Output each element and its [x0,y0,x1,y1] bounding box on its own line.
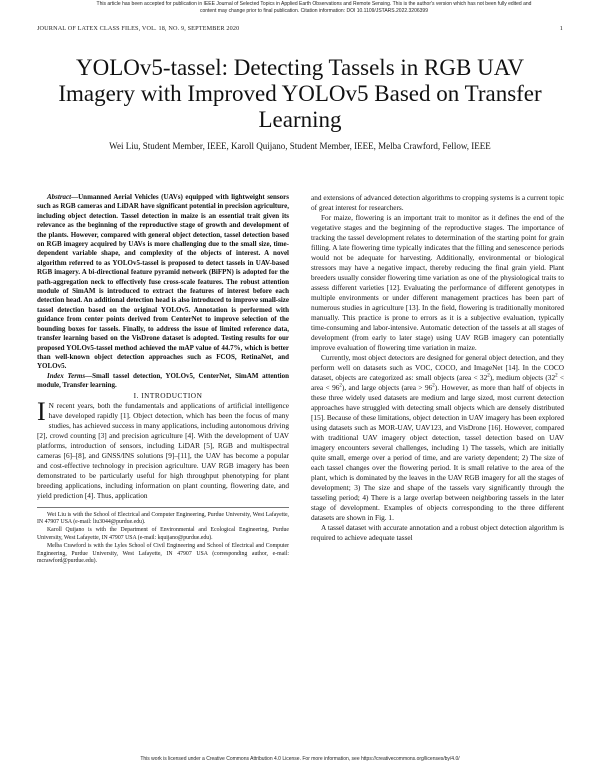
drop-cap: I [37,396,46,426]
index-terms-lead: Index Terms [47,371,86,380]
detectors-text-b: ), medium objects (32 [489,373,556,382]
footnote-melba-crawford: Melba Crawford is with the Lyles School of Civil Engineering and School of Electrical and Computer Engineering, Purdue University, West Lafayette, IN 47907 USA (corresponding author, e-mail: mcrawford@purdue.edu). [37,542,289,565]
superscript-d: 2 [432,383,435,389]
detectors-text-e: ). However, as more than half of objects in these three widely used datasets are medium and large sized, most current detection approaches have struggled with detecting small objects which are densely distributed [15]. Because of these limitations, object detection in UAV imagery has been explored using datasets such as MOR-UAV, UAV123, and VisDrone [16]. However, compared with traditional UAV imagery object detection, tassel detection based on UAV imagery encounters several challenges, including 1) The tassels, which are initially quite small, emerge over a period of time, and are variety dependent; 2) The size of each tassel changes over the flowering period. It is small relative to the area of the plant, which is dominated by the leaves in the UAV RGB imagery for all the stages of development; 3) The size and shape of the tassels vary significantly through the tasseling period; 4) There is a large overlap between neighboring tassels in the later stage of development. Examples of objects corresponding to the three different datasets are shown in Fig. 1. [311,383,564,522]
footnote-wei-liu: Wei Liu is with the School of Electrical and Computer Engineering, Purdue University, West Lafayette, IN 47907 USA (e-mail: liu3044@purdue.edu). [37,511,289,526]
left-column [37,193,289,566]
section-heading-introduction: I. INTRODUCTION [133,390,203,400]
paper-title: YOLOv5-tassel: Detecting Tassels in RGB UAV Imagery with Improved YOLOv5 Based on Transfer Learning [58,55,542,132]
superscript-a: 2 [487,373,490,379]
author-list: Wei Liu, Student Member, IEEE, Karoll Quijano, Student Member, IEEE, Melba Crawford, Fellow, IEEE [109,141,491,151]
detectors-paragraph [311,353,564,523]
flowering-paragraph: For maize, flowering is an important trait to monitor as it defines the end of the vegetative stages and the beginning of the reproductive stages. The importance of tracking the tassel development relates to determination of the starting point for grain filling. A late flowering time typically indicates that the filling and senescence periods would not be adequate for harvesting. Additionally, environmental or biological stressors may have a negative impact, thereby reducing the final grain yield. Plant breeders usually consider flowering time variation as one of the physiological traits to assess different varieties [12]. Evaluating the performance of different genotypes in multiple environments or under different management practices has been part of numerous studies in agriculture [13]. In the field, flowering is traditionally monitored manually. This practice is prone to errors as it is a subjective evaluation, typically time-consuming and labor-intensive. Automatic detection of the tassels at all stages of development (from early to later stage) using UAV RGB imagery can potentially improve evaluation of flowering time variation in maize. [311,213,564,352]
detectors-text-c: < area < 96 [311,373,564,392]
publication-notice: This article has been accepted for publication in IEEE Journal of Selected Topics in Applied Earth Observations and Remote Sensing. This is the author's version which has not been fully edited and content may change prior to final publication. Citation information: DOI 10.1109/JSTARS.2022.3206399 [96,1,532,14]
intro-continuation: and extensions of advanced detection algorithms to cropping systems is a current topic of great interest for researchers. [311,193,564,212]
index-terms-text: —Small tassel detection, YOLOv5, CenterNet, SimAM attention module, Transfer learning. [37,371,289,390]
footnote-karoll-quijano: Karoll Quijano is with the Department of Environmental and Ecological Engineering, Purdue University, West Lafayette, IN 47907 USA (e-mail: kquijano@purdue.edu). [37,527,289,541]
footnotes [37,507,289,567]
detectors-text-d: ), and large objects (area > 96 [341,383,433,392]
license-footer: This work is licensed under a Creative Commons Attribution 4.0 License. For more information, see https://creativecommons.org/licenses/by/4.0/ [140,756,460,762]
abstract-text: —Unmanned Aerial Vehicles (UAVs) equipped with lightweight sensors such as RGB cameras and LiDAR have significant potential in precision agriculture, including object detection. Tassel detection in maize is an essential trait given its relevance as the beginning of the reproductive stage of growth and development of the plants. However, compared with general object detection, tassel detection based on RGB imagery acquired by UAVs is more challenging due to the small size, time-dependent variable shape, and complexity of the objects of interest. A novel algorithm referred to as YOLOv5-tassel is proposed to detect tassels in UAV-based RGB imagery. A bi-directional feature pyramid network (BiFPN) is adopted for the path-aggregation neck to effectively fuse cross-scale features. The robust attention module of SimAM is introduced to extract the features of interest before each detection head. An additional detection head is also introduced to improve small-size tassel detection based on the original YOLOv5. Annotation is performed with guidance from center points derived from CenterNet to improve selection of the bounding boxes for tassels. Finally, to address the issue of limited reference data, transfer learning based on the VisDrone dataset is adopted. Testing results for our proposed YOLOv5-tassel method achieved the mAP value of 44.7%, which is better than well-known object detection approaches such as FCOS, RetinaNet, and YOLOv5. [37,193,289,371]
index-terms [37,372,289,391]
running-head [37,25,563,32]
right-column [311,193,564,543]
intro-paragraph-text: N recent years, both the fundamentals and applications of artificial intelligence have developed rapidly [1]. Object detection, which has been the focus of many studies, has achieved success in many applications, including autonomous driving [2], crowd counting [3] and precision agriculture [4]. With the development of UAV platforms, introduction of sensors, including LiDAR [5], RGB and multispectral cameras [6]–[8], and GNSS/INS solutions [9]–[11], the UAV has become a popular and cost-effective technology in precision agriculture. UAV RGB imagery has been demonstrated to be particularly useful for high throughput phenotyping for plant breeding applications, including information on plant counting, flowering date, and yield prediction [4]. Thus, application [37,400,289,500]
page-number: 1 [559,25,563,32]
intro-paragraph [37,396,289,501]
abstract-lead: Abstract [47,193,72,201]
abstract [37,193,289,372]
tassel-dataset-paragraph: A tassel dataset with accurate annotation and a robust object detection algorithm is required to achieve adequate tassel [311,523,564,542]
journal-name: JOURNAL OF LATEX CLASS FILES, VOL. 18, NO. 9, SEPTEMBER 2020 [37,25,240,32]
detectors-text-a: Currently, most object detectors are designed for general object detection, and they perform well on datasets such as VOC, COCO, and ImageNet [14]. In the COCO dataset, objects are categorized as: small objects (area < 32 [311,353,564,382]
superscript-c: 2 [339,383,342,389]
superscript-b: 2 [555,373,558,379]
